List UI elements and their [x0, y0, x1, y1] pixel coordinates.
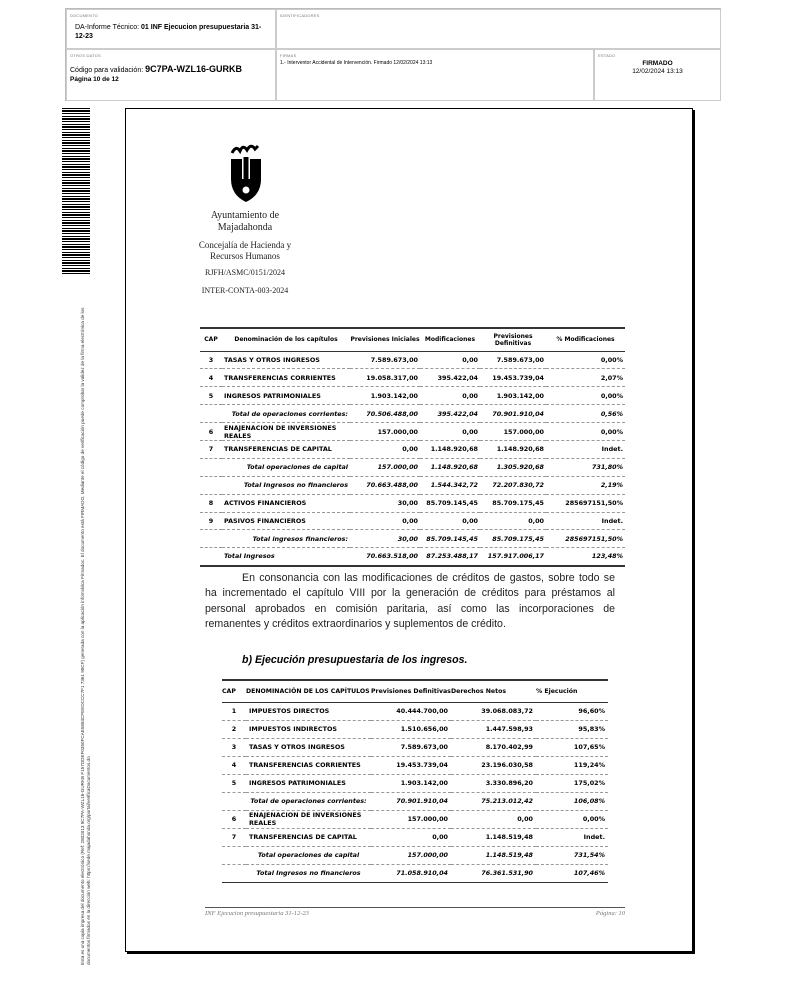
- table-cell: [222, 792, 246, 810]
- table-cell: 7: [200, 440, 222, 458]
- table-cell: [200, 405, 222, 423]
- table-cell: 0,00: [480, 512, 546, 530]
- table-cell: 0,00: [350, 440, 420, 458]
- table-cell: [222, 846, 246, 864]
- table-cell: Total de operaciones corrientes:: [246, 792, 371, 810]
- body-paragraph: En consonancia con las modificaciones de créditos de gastos, sobre todo se ha incrementado el capítulo VIII por la generación de créditos para préstamos al personal aprobados en comisión paritaria, así como las incorporaciones de remanentes y créditos extraordinarios y suplementos de crédito.: [205, 572, 615, 630]
- table-cell: 1.148.920,68: [480, 440, 546, 458]
- table-cell: PASIVOS FINANCIEROS: [222, 512, 350, 530]
- table-cell: 1.903.142,00: [480, 387, 546, 405]
- column-header: Modificaciones: [420, 328, 480, 351]
- table-cell: 95,83%: [536, 720, 608, 738]
- table-cell: Total operaciones de capital: [222, 458, 350, 476]
- table-cell: TRANSFERENCIAS CORRIENTES: [222, 369, 350, 387]
- table-cell: 30,00: [350, 530, 420, 548]
- footer-page-number: Página: 10: [595, 910, 625, 917]
- table-row: [222, 720, 608, 738]
- table-cell: 0,00: [371, 828, 451, 846]
- table-row: [222, 864, 608, 882]
- table-cell: 107,46%: [536, 864, 608, 882]
- table-cell: Total de operaciones corrientes:: [222, 405, 350, 423]
- table-cell: 1: [222, 702, 246, 720]
- table-cell: ENAJENACION DE INVERSIONES REALES: [246, 810, 371, 828]
- table-cell: IMPUESTOS INDIRECTOS: [246, 720, 371, 738]
- table-cell: Total operaciones de capital: [246, 846, 371, 864]
- table-cell: 85.709.175,45: [480, 530, 546, 548]
- document-title: DA-Informe Técnico: 01 INF Ejecucion presupuestaria 31-12-23: [75, 24, 262, 40]
- table-cell: 1.148.519,48: [451, 828, 536, 846]
- table-cell: 1.903.142,00: [371, 774, 451, 792]
- table-cell: 4: [222, 756, 246, 774]
- table-cell: IMPUESTOS DIRECTOS: [246, 702, 371, 720]
- table-cell: [200, 530, 222, 548]
- table-row: [222, 828, 608, 846]
- table-cell: 40.444.700,00: [371, 702, 451, 720]
- table-cell: INGRESOS PATRIMONIALES: [222, 387, 350, 405]
- table-cell: TRANSFERENCIAS CORRIENTES: [246, 756, 371, 774]
- page-count: Página 10 de 12: [70, 76, 119, 83]
- table-cell: 3: [200, 351, 222, 369]
- table-cell: [200, 458, 222, 476]
- table-cell: 6: [200, 423, 222, 441]
- table-cell: TRANSFERENCIAS DE CAPITAL: [246, 828, 371, 846]
- table-cell: 72.207.830,72: [480, 476, 546, 494]
- table-row: [222, 810, 608, 828]
- table-cell: 0,00: [420, 387, 480, 405]
- table-cell: Total ingresos financieros:: [222, 530, 350, 548]
- table-row: [200, 476, 625, 494]
- table-row: [200, 423, 625, 441]
- table-cell: 285697151,50%: [546, 494, 625, 512]
- table-cell: 70.901.910,04: [371, 792, 451, 810]
- table-cell: [222, 864, 246, 882]
- table-cell: 0,56%: [546, 405, 625, 423]
- reference-2: INTER-CONTA-003-2024: [201, 286, 289, 295]
- table-cell: 123,48%: [546, 548, 625, 566]
- signature-line: 1.- Interventor Accidental de Intervención. Firmado 12/02/2024 13:13: [280, 60, 433, 66]
- entity-name: Ayuntamiento de: [210, 210, 280, 221]
- table-cell: 157.000,00: [350, 423, 420, 441]
- table-cell: 6: [222, 810, 246, 828]
- table-cell: 87.253.488,17: [420, 548, 480, 566]
- column-header: % Modificaciones: [546, 328, 625, 351]
- majadahonda-crest-logo: [228, 143, 264, 203]
- table-cell: 2,19%: [546, 476, 625, 494]
- table-cell: 7.589.673,00: [371, 738, 451, 756]
- table-cell: Indet.: [546, 440, 625, 458]
- table-cell: 8: [200, 494, 222, 512]
- table-cell: 19.453.739,04: [480, 369, 546, 387]
- table-cell: 395.422,04: [420, 405, 480, 423]
- otros-datos-cell: OTROS DATOS Código para validación: 9C7PA-WZL16-GURKB Página 10 de 12: [66, 49, 276, 101]
- table-cell: 1.447.598,93: [451, 720, 536, 738]
- table-cell: 0,00: [451, 810, 536, 828]
- table-cell: 39.068.083,72: [451, 702, 536, 720]
- table-cell: 71.058.910,04: [371, 864, 451, 882]
- column-header: CAP: [200, 328, 222, 351]
- reference-1: RJFH/ASMC/0151/2024: [204, 268, 286, 277]
- table-cell: 2,07%: [546, 369, 625, 387]
- section-heading: b) Ejecución presupuestaria de los ingresos.: [242, 654, 468, 666]
- table-cell: 1.903.142,00: [350, 387, 420, 405]
- table-row: [222, 846, 608, 864]
- table-cell: 157.000,00: [371, 810, 451, 828]
- table-row: [222, 756, 608, 774]
- table-cell: 70.663.518,00: [350, 548, 420, 566]
- table-cell: 3.330.896,20: [451, 774, 536, 792]
- table-cell: 4: [200, 369, 222, 387]
- table-cell: Total Ingresos no financieros: [222, 476, 350, 494]
- table-cell: 106,08%: [536, 792, 608, 810]
- table-cell: [200, 548, 222, 566]
- column-header: Previsiones Definitivas: [480, 328, 546, 351]
- table-cell: 1.148.920,68: [420, 440, 480, 458]
- column-header: Previsiones Iniciales: [350, 328, 420, 351]
- table-row: [200, 548, 625, 566]
- table-cell: Indet.: [546, 512, 625, 530]
- table-row: [222, 702, 608, 720]
- table-row: [200, 387, 625, 405]
- table-cell: Indet.: [536, 828, 608, 846]
- table-cell: 1.148.519,48: [451, 846, 536, 864]
- table-row: [200, 369, 625, 387]
- table-cell: 285697151,50%: [546, 530, 625, 548]
- table-row: [200, 458, 625, 476]
- status-badge: FIRMADO: [642, 60, 673, 67]
- table-cell: 85.709.145,45: [420, 494, 480, 512]
- table-cell: [200, 476, 222, 494]
- table-cell: 0,00%: [536, 810, 608, 828]
- firmas-cell: FIRMAS 1.- Interventor Accidental de Intervención. Firmado 12/02/2024 13:13: [276, 49, 594, 101]
- table-cell: 0,00: [420, 351, 480, 369]
- table-row: [200, 530, 625, 548]
- column-header: Previsiones Definitivas: [371, 680, 451, 702]
- table-row: [200, 440, 625, 458]
- table-cell: 19.058.317,00: [350, 369, 420, 387]
- table-cell: Total Ingresos: [222, 548, 350, 566]
- column-header: CAP: [222, 680, 246, 702]
- table-cell: 0,00: [350, 512, 420, 530]
- validation-code: Código para validación: 9C7PA-WZL16-GURKB: [70, 64, 242, 74]
- table-row: [222, 792, 608, 810]
- column-header: DENOMINACIÓN DE LOS CAPÍTULOS: [246, 680, 371, 702]
- table-cell: ACTIVOS FINANCIEROS: [222, 494, 350, 512]
- table-cell: 3: [222, 738, 246, 756]
- table-cell: 7: [222, 828, 246, 846]
- identificadores-cell: IDENTIFICADORES: [276, 9, 721, 49]
- table-cell: INGRESOS PATRIMONIALES: [246, 774, 371, 792]
- table-cell: ENAJENACION DE INVERSIONES REALES: [222, 423, 350, 441]
- verification-side-text: Esta es una copia impresa del documento electrónico (Ref: 2802013 9C7PA-WZL16-GURKB F157DDEF0350FCAE5884CFEEDCCC7F1 7361 98CF) generada con la aplicación informática Firmadoc. El documento está FIRMADO. Mediante el código de verificación puede comprobar la validez de la firma electrónica de los documentos firmados en la dirección web: https://sede.majadahonda.org/portal/verificaDocumentos.do: [80, 307, 91, 965]
- table-cell: 5: [222, 774, 246, 792]
- table-cell: 731,80%: [546, 458, 625, 476]
- table-cell: 0,00%: [546, 387, 625, 405]
- barcode: [62, 108, 90, 276]
- table-cell: 1.544.342,72: [420, 476, 480, 494]
- table-cell: Total Ingresos no financieros: [246, 864, 371, 882]
- table-cell: 70.901.910,04: [480, 405, 546, 423]
- table-row: [200, 512, 625, 530]
- column-header: Denominación de los capítulos: [222, 328, 350, 351]
- table-cell: 9: [200, 512, 222, 530]
- table-cell: 1.510.656,00: [371, 720, 451, 738]
- table-cell: 85.709.175,45: [480, 494, 546, 512]
- table-cell: 7.589.673,00: [350, 351, 420, 369]
- budget-modifications-table: [200, 327, 625, 567]
- table-cell: 731,54%: [536, 846, 608, 864]
- table-cell: 8.170.402,99: [451, 738, 536, 756]
- estado-cell: ESTADO FIRMADO 12/02/2024 13:13: [594, 49, 721, 101]
- documento-cell: DOCUMENTO DA-Informe Técnico: 01 INF Ejecucion presupuestaria 31-12-23: [66, 9, 276, 49]
- table-cell: 0,00: [420, 512, 480, 530]
- table-cell: 107,65%: [536, 738, 608, 756]
- table-cell: 19.453.739,04: [371, 756, 451, 774]
- table-cell: 1.305.920,68: [480, 458, 546, 476]
- table-cell: 395.422,04: [420, 369, 480, 387]
- table-cell: 119,24%: [536, 756, 608, 774]
- table-cell: 96,60%: [536, 702, 608, 720]
- table-cell: TASAS Y OTROS INGRESOS: [246, 738, 371, 756]
- department: Concejalía de Hacienda y: [198, 240, 292, 250]
- table-cell: 75.213.012,42: [451, 792, 536, 810]
- revenue-execution-table: [222, 679, 608, 883]
- table-cell: 23.196.030,58: [451, 756, 536, 774]
- table-cell: 157.000,00: [371, 846, 451, 864]
- table-row: [200, 494, 625, 512]
- table-row: [200, 405, 625, 423]
- table-cell: 175,02%: [536, 774, 608, 792]
- table-cell: 7.589.673,00: [480, 351, 546, 369]
- table-cell: 157.000,00: [350, 458, 420, 476]
- table-cell: 0,00%: [546, 351, 625, 369]
- table-cell: 157.917.006,17: [480, 548, 546, 566]
- table-row: [200, 351, 625, 369]
- table-cell: 76.361.531,90: [451, 864, 536, 882]
- table-cell: TASAS Y OTROS INGRESOS: [222, 351, 350, 369]
- table-cell: 157.000,00: [480, 423, 546, 441]
- table-cell: 85.709.145,45: [420, 530, 480, 548]
- table-cell: 70.506.488,00: [350, 405, 420, 423]
- table-cell: 0,00: [420, 423, 480, 441]
- footer-title: INF Ejecucion presupuestaria 31-12-23: [205, 910, 309, 917]
- column-header: % Ejecución: [536, 680, 608, 702]
- column-header: Derechos Netos: [451, 680, 536, 702]
- signature-header: [65, 8, 721, 101]
- page-footer: [205, 907, 625, 917]
- table-row: [222, 774, 608, 792]
- status-date: 12/02/2024 13:13: [632, 68, 683, 75]
- table-cell: 5: [200, 387, 222, 405]
- table-cell: 70.663.488,00: [350, 476, 420, 494]
- table-cell: 30,00: [350, 494, 420, 512]
- table-cell: TRANSFERENCIAS DE CAPITAL: [222, 440, 350, 458]
- table-cell: 0,00%: [546, 423, 625, 441]
- table-row: [222, 738, 608, 756]
- table-cell: 2: [222, 720, 246, 738]
- table-cell: 1.148.920,68: [420, 458, 480, 476]
